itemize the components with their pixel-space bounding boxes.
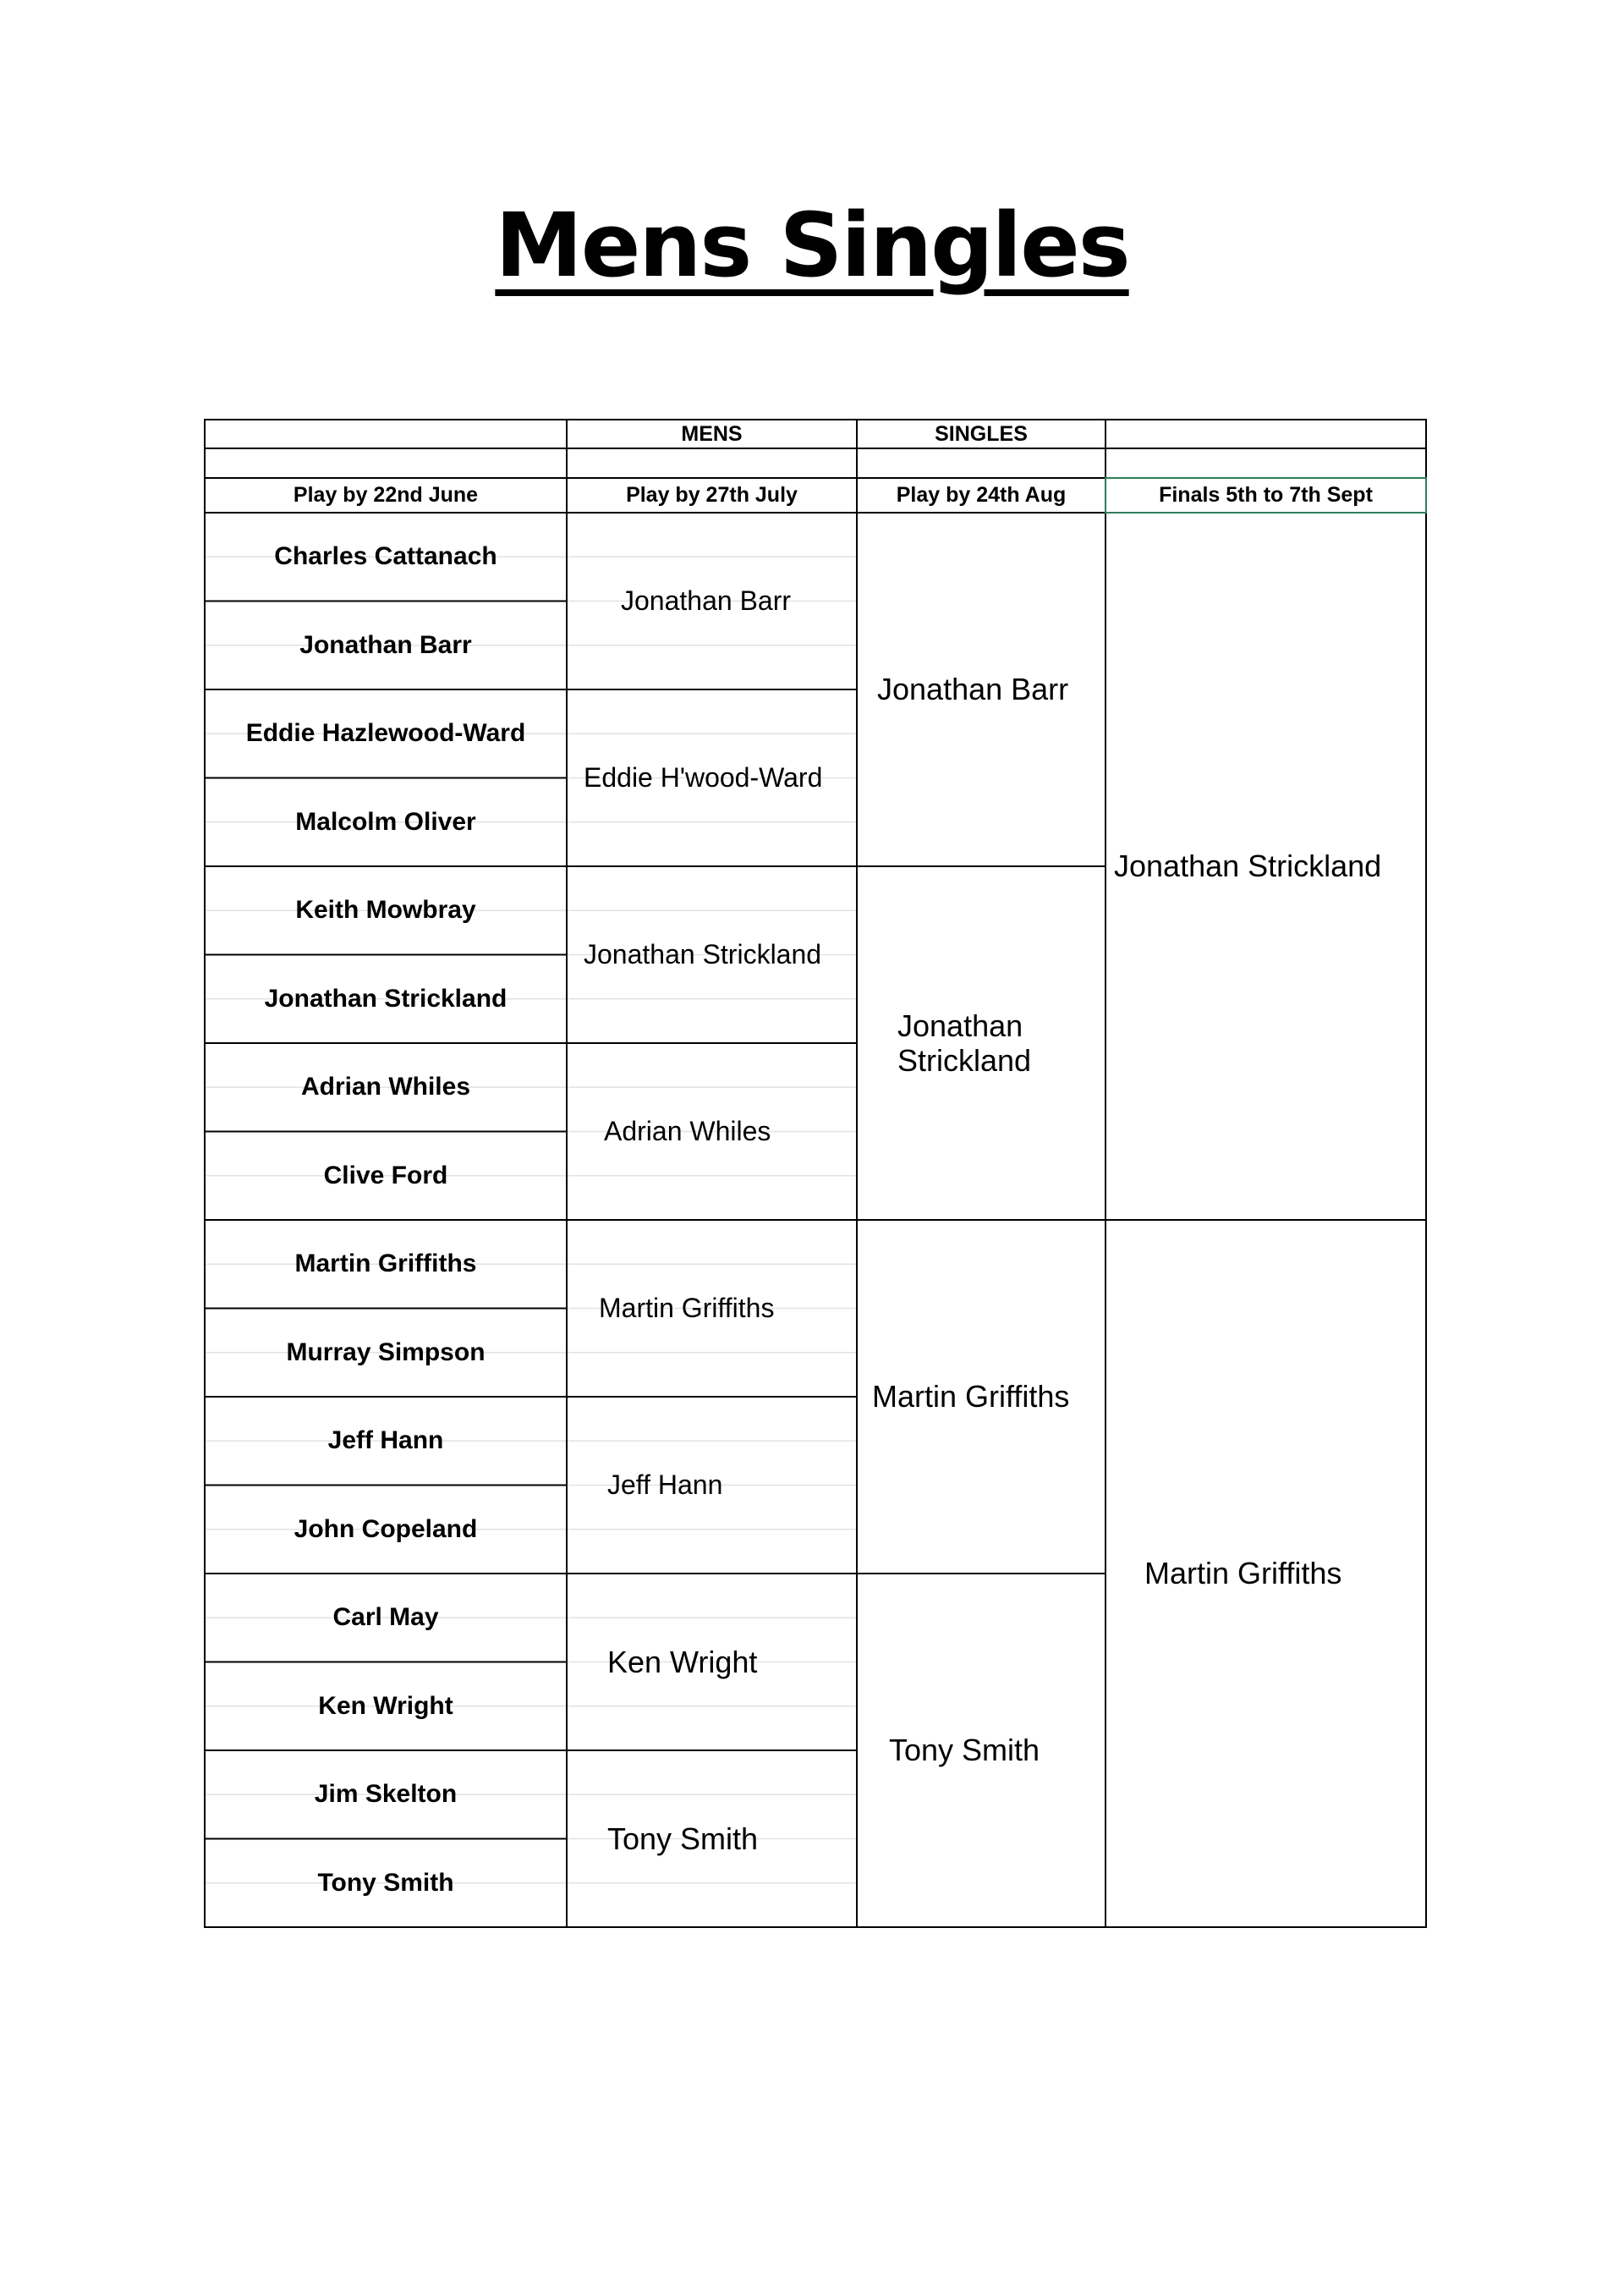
round2-player: Jonathan Barr bbox=[621, 585, 792, 616]
round3-player: Tony Smith bbox=[889, 1733, 1040, 1767]
round1-player: Clive Ford bbox=[323, 1161, 448, 1189]
round1-player: Eddie Hazlewood-Ward bbox=[245, 719, 526, 748]
round2-player: Martin Griffiths bbox=[599, 1293, 775, 1323]
round1-player: Adrian Whiles bbox=[300, 1073, 471, 1101]
round1-player: Jonathan Strickland bbox=[264, 984, 508, 1013]
round1-player: Jonathan Barr bbox=[299, 630, 472, 659]
round-header-1: Play by 22nd June bbox=[293, 483, 479, 507]
round-header-4: Finals 5th to 7th Sept bbox=[1159, 483, 1373, 507]
round1-player: Jim Skelton bbox=[314, 1780, 458, 1809]
banner-mens: MENS bbox=[681, 421, 743, 446]
round2-player: Tony Smith bbox=[607, 1821, 759, 1856]
round2-player: Jeff Hann bbox=[607, 1469, 723, 1500]
round1-player: Martin Griffiths bbox=[294, 1250, 477, 1278]
round1-player: Tony Smith bbox=[317, 1868, 454, 1897]
round2-player: Eddie H'wood-Ward bbox=[584, 762, 823, 793]
round1-player: Carl May bbox=[332, 1603, 439, 1632]
round-header-2: Play by 27th July bbox=[626, 483, 798, 507]
round1-player: Malcolm Oliver bbox=[295, 807, 476, 836]
round1-player: Jeff Hann bbox=[327, 1426, 444, 1455]
round2-player: Adrian Whiles bbox=[604, 1116, 771, 1146]
round1-player: Charles Cattanach bbox=[274, 542, 497, 571]
round3-player: Jonathan Strickland bbox=[897, 1008, 1032, 1078]
round3-player: Jonathan Barr bbox=[877, 672, 1069, 706]
round3-player: Martin Griffiths bbox=[872, 1379, 1070, 1414]
round2-player: Jonathan Strickland bbox=[584, 939, 822, 969]
round1-player: John Copeland bbox=[294, 1514, 478, 1543]
final-player: Jonathan Strickland bbox=[1114, 849, 1382, 883]
round1-player: Keith Mowbray bbox=[295, 896, 476, 925]
final-player: Martin Griffiths bbox=[1144, 1556, 1342, 1590]
page-title-text: Mens Singles bbox=[495, 194, 1129, 297]
round-header-3: Play by 24th Aug bbox=[896, 483, 1067, 507]
round1-player: Ken Wright bbox=[318, 1691, 453, 1720]
round1-player: Murray Simpson bbox=[286, 1338, 486, 1366]
round2-player: Ken Wright bbox=[607, 1644, 758, 1679]
banner-singles: SINGLES bbox=[935, 421, 1028, 446]
